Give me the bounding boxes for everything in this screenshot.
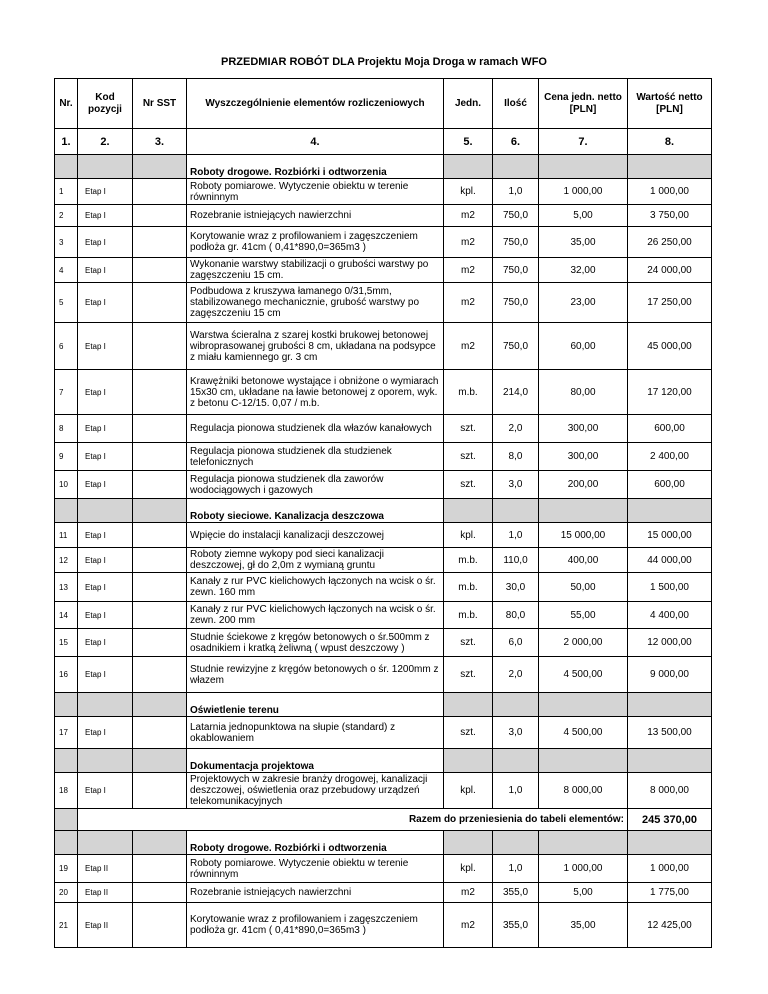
item-quantity: 2,0 xyxy=(493,657,539,693)
item-quantity: 80,0 xyxy=(493,602,539,629)
summary-row xyxy=(55,809,712,831)
item-unit: kpl. xyxy=(444,855,493,883)
item-quantity: 355,0 xyxy=(493,883,539,903)
header-unit-price: Cena jedn. netto [PLN] xyxy=(539,79,628,129)
section-header-row xyxy=(55,749,712,773)
sst-number xyxy=(133,227,187,258)
item-quantity: 6,0 xyxy=(493,629,539,657)
sst-number xyxy=(133,602,187,629)
section-title: Roboty drogowe. Rozbiórki i odtworzenia xyxy=(187,155,444,179)
item-code: Etap I xyxy=(78,227,133,258)
item-unit-price: 2 000,00 xyxy=(539,629,628,657)
section-header-row xyxy=(55,499,712,523)
table-row xyxy=(55,573,712,602)
sst-number xyxy=(133,629,187,657)
column-number: 4. xyxy=(187,129,444,155)
row-number: 18 xyxy=(55,773,78,809)
item-net-value: 17 120,00 xyxy=(628,370,712,415)
item-code: Etap I xyxy=(78,523,133,548)
item-unit: szt. xyxy=(444,415,493,443)
item-quantity: 110,0 xyxy=(493,548,539,573)
sst-number xyxy=(133,717,187,749)
item-quantity: 750,0 xyxy=(493,227,539,258)
header-nr: Nr. xyxy=(55,79,78,129)
item-unit: kpl. xyxy=(444,773,493,809)
section-header-row xyxy=(55,831,712,855)
table-row xyxy=(55,717,712,749)
item-unit: m2 xyxy=(444,323,493,370)
item-unit: m2 xyxy=(444,903,493,948)
row-number: 3 xyxy=(55,227,78,258)
section-title: Dokumentacja projektowa xyxy=(187,749,444,773)
item-quantity: 750,0 xyxy=(493,323,539,370)
item-unit-price: 4 500,00 xyxy=(539,717,628,749)
item-code: Etap I xyxy=(78,657,133,693)
item-description: Studnie rewizyjne z kręgów betonowych o śr. 1200mm z włazem xyxy=(187,657,444,693)
item-code: Etap I xyxy=(78,773,133,809)
column-number: 3. xyxy=(133,129,187,155)
item-description: Regulacja pionowa studzienek dla zaworów wodociągowych i gazowych xyxy=(187,471,444,499)
table-row xyxy=(55,283,712,323)
item-net-value: 600,00 xyxy=(628,471,712,499)
item-unit: m.b. xyxy=(444,573,493,602)
item-unit-price: 23,00 xyxy=(539,283,628,323)
item-unit: m2 xyxy=(444,227,493,258)
item-description: Wykonanie warstwy stabilizacji o grubości warstwy po zagęszczeniu 15 cm. xyxy=(187,258,444,283)
item-quantity: 1,0 xyxy=(493,179,539,205)
row-number: 10 xyxy=(55,471,78,499)
item-net-value: 44 000,00 xyxy=(628,548,712,573)
table-row xyxy=(55,415,712,443)
item-description: Korytowanie wraz z profilowaniem i zagęszczeniem podłoża gr. 41cm ( 0,41*890,0=365m3 ) xyxy=(187,227,444,258)
item-code: Etap I xyxy=(78,370,133,415)
column-number: 6. xyxy=(493,129,539,155)
table-row xyxy=(55,903,712,948)
row-number: 19 xyxy=(55,855,78,883)
row-number: 8 xyxy=(55,415,78,443)
table-row xyxy=(55,548,712,573)
row-number: 6 xyxy=(55,323,78,370)
column-number: 8. xyxy=(628,129,712,155)
header-kod-pozycji: Kod pozycji xyxy=(78,79,133,129)
item-description: Roboty ziemne wykopy pod sieci kanalizacji deszczowej, gł do 2,0m z wymianą gruntu xyxy=(187,548,444,573)
item-code: Etap I xyxy=(78,323,133,370)
sst-number xyxy=(133,415,187,443)
table-row xyxy=(55,657,712,693)
header-description: Wyszczególnienie elementów rozliczeniowych xyxy=(187,79,444,129)
item-net-value: 1 500,00 xyxy=(628,573,712,602)
table-row xyxy=(55,205,712,227)
table-row xyxy=(55,323,712,370)
item-unit-price: 60,00 xyxy=(539,323,628,370)
sst-number xyxy=(133,258,187,283)
item-unit-price: 32,00 xyxy=(539,258,628,283)
item-unit-price: 1 000,00 xyxy=(539,179,628,205)
sst-number xyxy=(133,855,187,883)
item-description: Korytowanie wraz z profilowaniem i zagęszczeniem podłoża gr. 41cm ( 0,41*890,0=365m3 ) xyxy=(187,903,444,948)
table-row xyxy=(55,883,712,903)
item-unit-price: 50,00 xyxy=(539,573,628,602)
item-description: Rozebranie istniejących nawierzchni xyxy=(187,883,444,903)
section-header-row xyxy=(55,155,712,179)
item-quantity: 1,0 xyxy=(493,523,539,548)
item-quantity: 750,0 xyxy=(493,283,539,323)
sst-number xyxy=(133,573,187,602)
item-description: Latarnia jednopunktowa na słupie (standard) z okablowaniem xyxy=(187,717,444,749)
item-description: Regulacja pionowa studzienek dla studzienek telefonicznych xyxy=(187,443,444,471)
item-unit: szt. xyxy=(444,657,493,693)
item-net-value: 4 400,00 xyxy=(628,602,712,629)
section-title: Roboty drogowe. Rozbiórki i odtworzenia xyxy=(187,831,444,855)
item-quantity: 1,0 xyxy=(493,773,539,809)
item-net-value: 1 775,00 xyxy=(628,883,712,903)
item-description: Wpięcie do instalacji kanalizacji deszczowej xyxy=(187,523,444,548)
summary-total: 245 370,00 xyxy=(628,809,712,831)
item-unit-price: 80,00 xyxy=(539,370,628,415)
item-code: Etap I xyxy=(78,602,133,629)
item-unit: szt. xyxy=(444,717,493,749)
item-code: Etap I xyxy=(78,283,133,323)
item-code: Etap II xyxy=(78,883,133,903)
sst-number xyxy=(133,773,187,809)
item-description: Rozebranie istniejących nawierzchni xyxy=(187,205,444,227)
item-quantity: 1,0 xyxy=(493,855,539,883)
row-number: 7 xyxy=(55,370,78,415)
item-net-value: 2 400,00 xyxy=(628,443,712,471)
sst-number xyxy=(133,283,187,323)
header-row xyxy=(55,79,712,129)
item-unit: m2 xyxy=(444,883,493,903)
item-unit: szt. xyxy=(444,443,493,471)
item-code: Etap II xyxy=(78,903,133,948)
sst-number xyxy=(133,523,187,548)
item-unit: m2 xyxy=(444,283,493,323)
sst-number xyxy=(133,883,187,903)
item-unit-price: 35,00 xyxy=(539,227,628,258)
sst-number xyxy=(133,471,187,499)
item-net-value: 9 000,00 xyxy=(628,657,712,693)
item-quantity: 355,0 xyxy=(493,903,539,948)
header-nr-sst: Nr SST xyxy=(133,79,187,129)
column-number-row xyxy=(55,129,712,155)
item-unit-price: 200,00 xyxy=(539,471,628,499)
item-net-value: 45 000,00 xyxy=(628,323,712,370)
cost-estimate-table xyxy=(54,78,712,948)
item-net-value: 15 000,00 xyxy=(628,523,712,548)
row-number: 1 xyxy=(55,179,78,205)
row-number: 13 xyxy=(55,573,78,602)
item-quantity: 750,0 xyxy=(493,258,539,283)
row-number: 17 xyxy=(55,717,78,749)
item-unit: m.b. xyxy=(444,548,493,573)
sst-number xyxy=(133,323,187,370)
sst-number xyxy=(133,657,187,693)
sst-number xyxy=(133,443,187,471)
row-number: 9 xyxy=(55,443,78,471)
item-unit-price: 1 000,00 xyxy=(539,855,628,883)
table-row xyxy=(55,227,712,258)
item-unit-price: 4 500,00 xyxy=(539,657,628,693)
table-row xyxy=(55,370,712,415)
section-title: Oświetlenie terenu xyxy=(187,693,444,717)
item-code: Etap I xyxy=(78,205,133,227)
item-net-value: 12 425,00 xyxy=(628,903,712,948)
table-row xyxy=(55,855,712,883)
table-row xyxy=(55,773,712,809)
sst-number xyxy=(133,179,187,205)
header-net-value: Wartość netto [PLN] xyxy=(628,79,712,129)
item-description: Studnie ściekowe z kręgów betonowych o śr.500mm z osadnikiem i kratką żeliwną ( wpust deszczowy ) xyxy=(187,629,444,657)
item-unit-price: 300,00 xyxy=(539,443,628,471)
row-number: 20 xyxy=(55,883,78,903)
row-number: 14 xyxy=(55,602,78,629)
item-unit-price: 5,00 xyxy=(539,883,628,903)
table-row xyxy=(55,443,712,471)
item-description: Projektowych w zakresie branży drogowej, kanalizacji deszczowej, oświetlenia oraz przebudowy urządzeń telekomunikacyjnych xyxy=(187,773,444,809)
row-number: 2 xyxy=(55,205,78,227)
item-net-value: 600,00 xyxy=(628,415,712,443)
row-number: 5 xyxy=(55,283,78,323)
item-net-value: 1 000,00 xyxy=(628,855,712,883)
summary-label: Razem do przeniesienia do tabeli elementów: xyxy=(408,814,624,825)
column-number: 7. xyxy=(539,129,628,155)
item-net-value: 12 000,00 xyxy=(628,629,712,657)
row-number: 11 xyxy=(55,523,78,548)
item-unit: m.b. xyxy=(444,602,493,629)
item-unit-price: 400,00 xyxy=(539,548,628,573)
item-unit-price: 55,00 xyxy=(539,602,628,629)
item-code: Etap I xyxy=(78,629,133,657)
item-description: Krawężniki betonowe wystające i obniżone o wymiarach 15x30 cm, układane na ławie betonowej z oporem, wyk. z betonu C-12/15. 0,07 / m.b. xyxy=(187,370,444,415)
item-description: Roboty pomiarowe. Wytyczenie obiektu w terenie równinnym xyxy=(187,179,444,205)
item-code: Etap I xyxy=(78,415,133,443)
item-unit: m2 xyxy=(444,205,493,227)
table-row xyxy=(55,471,712,499)
item-quantity: 214,0 xyxy=(493,370,539,415)
row-number: 16 xyxy=(55,657,78,693)
item-net-value: 8 000,00 xyxy=(628,773,712,809)
sst-number xyxy=(133,548,187,573)
header-unit: Jedn. xyxy=(444,79,493,129)
item-net-value: 26 250,00 xyxy=(628,227,712,258)
item-net-value: 17 250,00 xyxy=(628,283,712,323)
item-code: Etap I xyxy=(78,471,133,499)
item-code: Etap II xyxy=(78,855,133,883)
item-unit-price: 5,00 xyxy=(539,205,628,227)
item-net-value: 13 500,00 xyxy=(628,717,712,749)
sst-number xyxy=(133,205,187,227)
column-number: 5. xyxy=(444,129,493,155)
item-code: Etap I xyxy=(78,258,133,283)
item-unit: m.b. xyxy=(444,370,493,415)
item-description: Podbudowa z kruszywa łamanego 0/31,5mm, stabilizowanego mechanicznie, grubość warstwy po zagęszczeniu 15 cm xyxy=(187,283,444,323)
item-code: Etap I xyxy=(78,443,133,471)
item-quantity: 8,0 xyxy=(493,443,539,471)
item-unit: szt. xyxy=(444,471,493,499)
item-description: Warstwa ścieralna z szarej kostki brukowej betonowej wibroprasowanej grubości 8 cm, układana na podsypce z miału kamiennego gr. 3 cm xyxy=(187,323,444,370)
item-net-value: 24 000,00 xyxy=(628,258,712,283)
row-number: 15 xyxy=(55,629,78,657)
item-description: Kanały z rur PVC kielichowych łączonych na wcisk o śr. zewn. 200 mm xyxy=(187,602,444,629)
section-header-row xyxy=(55,693,712,717)
item-unit-price: 35,00 xyxy=(539,903,628,948)
section-title: Roboty sieciowe. Kanalizacja deszczowa xyxy=(187,499,444,523)
item-code: Etap I xyxy=(78,717,133,749)
item-unit-price: 300,00 xyxy=(539,415,628,443)
item-net-value: 3 750,00 xyxy=(628,205,712,227)
item-unit: szt. xyxy=(444,629,493,657)
item-code: Etap I xyxy=(78,573,133,602)
row-number: 12 xyxy=(55,548,78,573)
item-description: Kanały z rur PVC kielichowych łączonych na wcisk o śr. zewn. 160 mm xyxy=(187,573,444,602)
table-row xyxy=(55,523,712,548)
item-quantity: 2,0 xyxy=(493,415,539,443)
column-number: 2. xyxy=(78,129,133,155)
item-quantity: 750,0 xyxy=(493,205,539,227)
item-unit: kpl. xyxy=(444,179,493,205)
document-title: PRZEDMIAR ROBÓT DLA Projektu Moja Droga w ramach WFO xyxy=(221,56,547,68)
sst-number xyxy=(133,370,187,415)
item-net-value: 1 000,00 xyxy=(628,179,712,205)
table-row xyxy=(55,629,712,657)
table-row xyxy=(55,602,712,629)
item-quantity: 30,0 xyxy=(493,573,539,602)
column-number: 1. xyxy=(55,129,78,155)
item-code: Etap I xyxy=(78,179,133,205)
item-quantity: 3,0 xyxy=(493,471,539,499)
table-row xyxy=(55,179,712,205)
item-description: Regulacja pionowa studzienek dla włazów kanałowych xyxy=(187,415,444,443)
item-description: Roboty pomiarowe. Wytyczenie obiektu w terenie równinnym xyxy=(187,855,444,883)
item-unit-price: 8 000,00 xyxy=(539,773,628,809)
sst-number xyxy=(133,903,187,948)
item-quantity: 3,0 xyxy=(493,717,539,749)
item-unit: m2 xyxy=(444,258,493,283)
row-number: 21 xyxy=(55,903,78,948)
item-unit-price: 15 000,00 xyxy=(539,523,628,548)
table-row xyxy=(55,258,712,283)
item-code: Etap I xyxy=(78,548,133,573)
item-unit: kpl. xyxy=(444,523,493,548)
row-number: 4 xyxy=(55,258,78,283)
header-quantity: Ilość xyxy=(493,79,539,129)
